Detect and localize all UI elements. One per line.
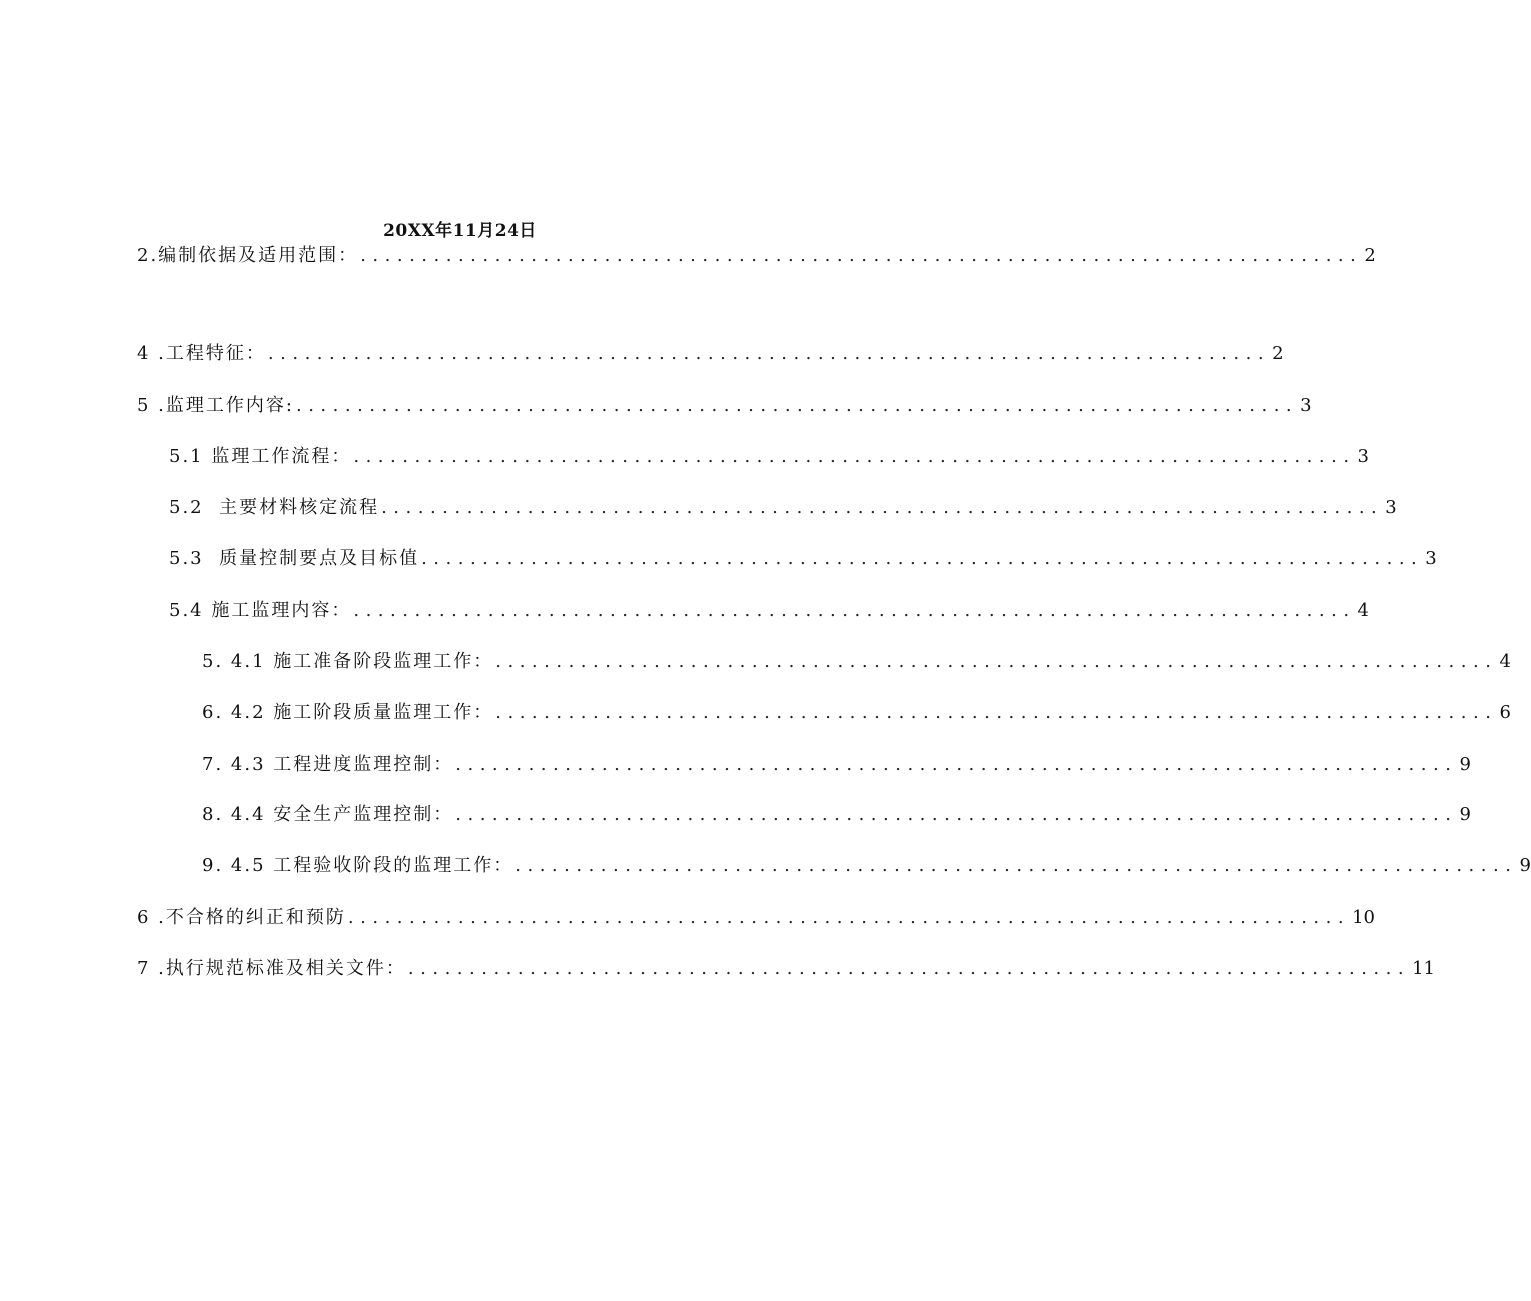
toc-dot-leader: ..................................................................................	[495, 702, 1498, 723]
toc-entry-label: 5.2 主要材料核定流程	[169, 497, 380, 518]
toc-entry-label: 5.4 施工监理内容：	[169, 600, 352, 621]
toc-dot-leader: ..................................................................................	[347, 907, 1351, 928]
toc-entry[interactable]	[202, 750, 1471, 780]
toc-entry-page: 3	[1425, 548, 1437, 569]
toc-dot-leader: ..................................................................................	[295, 395, 1299, 416]
toc-entry-label: 5.1 监理工作流程：	[169, 446, 352, 467]
toc-entry-page: 11	[1412, 958, 1435, 979]
toc-entry-label: 7. 4.3 工程进度监理控制：	[202, 754, 454, 775]
toc-dot-leader: ..................................................................................	[407, 958, 1411, 979]
toc-entry-label: 9. 4.5 工程验收阶段的监理工作：	[202, 855, 514, 876]
toc-entry-label: 8. 4.4 安全生产监理控制：	[202, 804, 454, 825]
toc-dot-leader: ..................................................................................	[353, 600, 1356, 621]
toc-dot-leader: ..................................................................................	[455, 754, 1458, 775]
toc-entry-page: 4	[1357, 600, 1369, 621]
toc-entry[interactable]	[202, 800, 1471, 830]
toc-entry-page: 4	[1499, 651, 1511, 672]
toc-entry-label: 6. 4.2 施工阶段质量监理工作：	[202, 702, 494, 723]
toc-entry[interactable]	[137, 339, 1284, 369]
toc-entry[interactable]	[137, 903, 1375, 933]
toc-entry-label: 4 .工程特征：	[137, 343, 266, 364]
toc-dot-leader: ..................................................................................	[421, 548, 1424, 569]
toc-entry[interactable]	[137, 241, 1376, 271]
toc-entry[interactable]	[202, 698, 1511, 728]
toc-dot-leader: ..................................................................................	[515, 855, 1518, 876]
toc-entry-label: 2.编制依据及适用范围：	[137, 245, 359, 266]
toc-entry[interactable]	[202, 851, 1531, 881]
toc-entry[interactable]	[169, 596, 1369, 626]
toc-dot-leader: ..................................................................................	[360, 245, 1363, 266]
toc-entry-page: 9	[1459, 754, 1471, 775]
toc-entry-label: 7 .执行规范标准及相关文件：	[137, 958, 406, 979]
toc-entry[interactable]	[202, 647, 1511, 677]
toc-entry[interactable]	[169, 442, 1369, 472]
toc-entry-page: 3	[1357, 446, 1369, 467]
toc-entry-page: 10	[1352, 907, 1375, 928]
toc-entry-page: 2	[1364, 245, 1376, 266]
toc-dot-leader: ..................................................................................	[381, 497, 1384, 518]
toc-entry-page: 3	[1300, 395, 1312, 416]
toc-entry-page: 9	[1519, 855, 1531, 876]
toc-dot-leader: ..................................................................................	[353, 446, 1356, 467]
toc-entry[interactable]	[137, 954, 1435, 984]
toc-entry-page: 6	[1499, 702, 1511, 723]
toc-entry[interactable]	[169, 544, 1437, 574]
toc-entry-page: 3	[1385, 497, 1397, 518]
toc-dot-leader: ..................................................................................	[267, 343, 1271, 364]
toc-entry[interactable]	[169, 493, 1397, 523]
toc-dot-leader: ..................................................................................	[495, 651, 1498, 672]
toc-entry[interactable]	[137, 391, 1312, 421]
toc-entry-label: 5 .监理工作内容:	[137, 395, 294, 416]
document-date: 20XX年11月24日	[383, 221, 537, 241]
toc-entry-label: 5. 4.1 施工准备阶段监理工作：	[202, 651, 494, 672]
toc-entry-label: 5.3 质量控制要点及目标值	[169, 548, 420, 569]
toc-entry-label: 6 .不合格的纠正和预防	[137, 907, 346, 928]
toc-entry-page: 2	[1272, 343, 1284, 364]
toc-dot-leader: ..................................................................................	[455, 804, 1458, 825]
toc-entry-page: 9	[1459, 804, 1471, 825]
